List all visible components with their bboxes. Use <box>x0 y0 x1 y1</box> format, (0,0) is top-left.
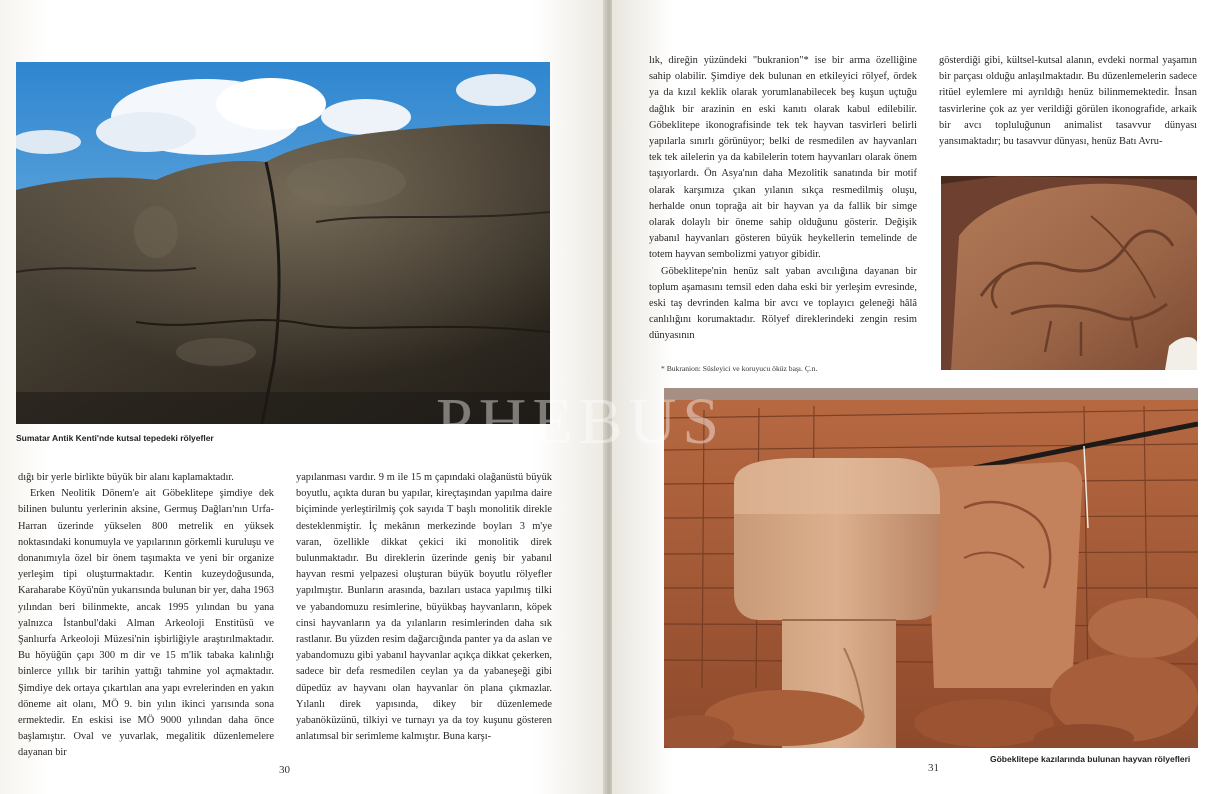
paragraph: dığı bir yerle birlikte büyük bir alanı kaplamaktadır. <box>18 472 234 483</box>
page-number: 31 <box>928 762 939 774</box>
watermark: PHEBUS <box>436 385 726 458</box>
gobeklitepe-excavation-photo <box>664 388 1198 748</box>
right-photo-caption: Göbeklitepe kazılarında bulunan hayvan rölyefleri <box>990 754 1191 764</box>
left-text-column-1 <box>18 470 274 762</box>
paragraph: Göbeklitepe'nin henüz salt yaban avcılığına dayanan bir toplum aşamasını temsil eden daha eski bir yerleşim evresinde, eski taş devrinden kalma bir avcı ve toplayıcı geleneği hâlâ canlılığını korumaktadır. Rölyef direklerindeki zengin resim dünyasının <box>649 265 917 342</box>
paragraph: yapılanması vardır. 9 m ile 15 m çapındaki olağanüstü büyük boyutlu, açıkta duran bu yapılar, kireçtaşından yapılma daire biçiminde yerleştirilmiş çok sayıda T başlı monolitik direkle desteklenmiştir. İç mekânın merkezinde boyları 3 m'ye varan, özellikle dikkat çekici iki monolitik direk bulunmaktadır. Bu direklerin üzerinde geniş bir yabanıl hayvan resmi yelpazesi oluşturan büyük boyutlu rölyefler yapılmıştır. Bunların arasında, bazıları ustaca yapılmış tilki ve yabandomuzu resimlerine, büyükbaş hayvanların, köpek cinsi hayvanların ya da yılanların resimlerinden daha sık rastlanır. Bu yüzden resim dağarcığında panter ya da aslan ve yabandomuzu gibi yabanıl hayvanlar açıkça dikkat çekerken, sadece bir defa resmedilen ceylan ya da yabaneşeği gibi düpedüz av hayvanı olan hayvanlar ön plana çıkmazlar. Yılanlı direk yapısında, dikey bir düzenlemede yabanöküzünü, tilkiyi ve turnayı ya da toy kuşunu gösteren anlatımsal bir serimleme kalmıştır. Buna karşı- <box>296 472 552 743</box>
paragraph: lık, direğin yüzündeki "bukranion"* ise bir arma özelliğine sahip olabilir. Şimdiye dek bulunan en etkileyici rölyef, ördek ya da kızıl keklik olarak yorumlanabilecek beş kuşun uçtuğu dağlık bir arazinin en eski kanıtı olarak kabul edilebilir. Göbeklitepe ikonografisinde tek tek hayvan tasvirleri belirli yapılarla sınırlı görünüyor; belki de resmedilen av hayvanları tek tek ailelerin ya da kabilelerin totem hayvanları olarak önem taşıyorlardı. Ön Asya'nın daha Mezolitik sanatında bir motif olarak karşımıza çıkan yılanın sıkça resmedilmiş oluşu, herhalde onun toprağa ait bir hayvan ya da fallik bir simge olarak dolaylı bir öneme sahip olduğunu gösterir. Değişik yabanıl hayvanları gösteren büyük heykellerin temelinde de totem hayvan sembolizmi yatıyor gibidir. <box>649 55 917 261</box>
paragraph: gösterdiği gibi, kültsel-kutsal alanın, evdeki normal yaşamın bir parçası olduğu anlaşılmaktadır. Bu düzenlemelerin sadece ritüel eylemlere mi ayrıldığı henüz bilinmemektedir. İnsan tasvirlerine çok az yer verildiği görülen ikonografide, arkaik bir avcı topluluğunun animalist tasavvur dünyası yansımaktadır; bu tasavvur dünyası, henüz Batı Avru- <box>939 55 1197 148</box>
right-text-column-2 <box>939 53 1197 150</box>
left-text-column-2 <box>296 470 552 745</box>
right-text-column-1 <box>649 53 917 345</box>
paragraph: Erken Neolitik Dönem'e ait Göbeklitepe şimdiye dek bilinen buluntu yerlerinin aksine, Germuş Dağları'nın Urfa-Harran üzerinde yükselen 800 metrelik en yüksek noktasındaki konumuyla ve yapılarının görkemli kuruluşu ve donanımıyla özel bir önem taşımakta ve yeni bir organize yerleşim tipi oluşturmaktadır. Kentin kuzeydoğusunda, Karaharabe Köyü'nün yukarısında bulunan bir yer, daha 1963 yılından beri bilinmekte, ancak 1995 yılından bu yana yalnızca İstanbul'daki Alman Arkeoloji Enstitüsü ve Şanlıurfa Arkeoloji Müzesi'nin işbirliğiyle araştırılmaktadır. Bu höyüğün çapı 300 m dir ve 15 m'lik tabaka kalınlığı binlerce yıllık bir tarihin yattığı tahmine yol açmaktadır. Şimdiye dek ortaya çıkartılan ana yapı evrelerinden en yakın döneme ait olanı, MÖ 9. bin yılın ikinci yarısında sona ermektedir. En eskisi ise MÖ 9000 yılından daha önce başlamıştır. Oval ve yuvarlak, megalitik düzenlemelere dayanan bir <box>18 488 274 759</box>
left-photo-caption: Sumatar Antik Kenti'nde kutsal tepedeki rölyefler <box>16 433 214 443</box>
sumatar-rock-photo <box>16 62 550 424</box>
footnote: * Bukranion: Süsleyici ve koruyucu öküz başı. Ç.n. <box>661 364 818 373</box>
page-number: 30 <box>279 764 290 776</box>
animal-relief-photo <box>941 176 1197 370</box>
